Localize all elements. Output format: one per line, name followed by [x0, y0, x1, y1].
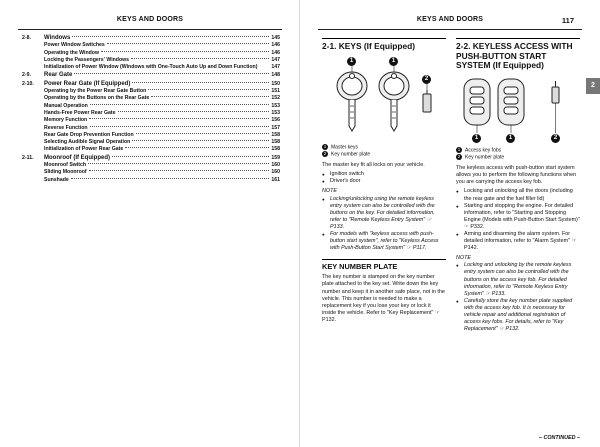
toc-entry-title: Reverse Function: [44, 124, 88, 131]
toc-section-number: 2-10.: [22, 80, 34, 87]
toc-entry-page: 157: [271, 124, 280, 131]
toc-leader: [90, 125, 270, 127]
callout-badge: 2: [422, 75, 431, 84]
section-title: 2-2. KEYLESS ACCESS WITH PUSH-BUTTON START SYSTEM (If Equipped): [456, 38, 580, 71]
note-label: NOTE: [456, 255, 471, 262]
toc-entry-title: Operating by the Buttons on the Rear Gate: [44, 95, 150, 102]
fobs-figure: [456, 75, 580, 145]
toc-leader: [101, 50, 269, 52]
toc-leader: [148, 88, 269, 90]
toc-entry[interactable]: [22, 110, 280, 117]
header-rule: [18, 29, 282, 30]
toc-leader: [132, 139, 269, 141]
toc-leader: [125, 146, 269, 148]
intro-text: The master key fit all locks on your vehicle.: [322, 162, 425, 169]
toc-leader: [112, 155, 269, 157]
toc-entry-page: 159: [271, 154, 280, 161]
toc-entry-title: Moonroof Switch: [44, 162, 87, 169]
toc-leader: [74, 72, 269, 74]
callout-badge: 2: [551, 134, 560, 143]
toc-entry[interactable]: [22, 177, 280, 184]
caption-badge: 2: [457, 153, 461, 159]
master-keys-illustration: [322, 56, 446, 142]
toc-leader: [118, 110, 270, 112]
toc-entry-title: Initialization of Power Window (Windows with One-Touch Auto Up and Down Function): [44, 64, 258, 71]
toc-section[interactable]: [22, 81, 280, 88]
toc-leader: [88, 162, 269, 164]
running-header-right: KEYS AND DOORS: [416, 16, 484, 23]
callout-badge: 1: [472, 134, 481, 143]
caption-badge: 1: [457, 146, 461, 152]
section-keyless-access: [456, 38, 580, 333]
caption-2: [322, 151, 446, 158]
callout-badge: 1: [506, 134, 515, 143]
toc-entry-page: 151: [271, 88, 280, 95]
continued-label: – CONTINUED –: [538, 435, 580, 441]
toc-entry[interactable]: [22, 139, 280, 146]
toc-entry-title: Power Window Switches: [44, 42, 105, 49]
toc-section-number: 2-11.: [22, 154, 34, 161]
intro-text: The keyless access with push-button start system allows you to perform the following functions when you are carrying the access key fob.: [456, 165, 577, 186]
toc-entry-title: Operating by the Power Rear Gate Button: [44, 88, 147, 95]
toc-leader: [89, 117, 269, 119]
toc-entry-page: 156: [271, 117, 280, 124]
toc-entry-page: 158: [271, 139, 280, 146]
toc-leader: [151, 95, 269, 97]
toc-entry-title: Locking the Passengers' Windows: [44, 56, 130, 63]
toc-entry[interactable]: [22, 162, 280, 169]
toc-section[interactable]: [22, 72, 280, 79]
toc-section-number: 2-8.: [22, 35, 31, 41]
toc-entry-page: 158: [271, 146, 280, 153]
page-number: 117: [561, 16, 574, 25]
caption-badge: 2: [323, 150, 327, 156]
toc-entry[interactable]: [22, 132, 280, 139]
toc-entry-title: Sunshade: [44, 176, 69, 183]
note-item: ● Carefully store the key number plate supplied with the access key fob. It is necessary for vehicle repair and additional registration of access key fobs. For details, refer to "Key Replacement" ☞ P132.: [456, 298, 580, 333]
toc-entry-title: Hands-Free Power Rear Gate: [44, 109, 116, 116]
note-label: NOTE: [322, 188, 337, 195]
bullet-item: ● Ignition switch: [322, 171, 446, 178]
toc-entry-page: 153: [271, 109, 280, 116]
toc-entry-title: Initialization of Power Rear Gate: [44, 146, 124, 153]
note-item: ● Locking/unlocking using the remote keyless entry system can also be controlled with the buttons on the key. For detailed information, refer to "Remote Keyless Entry System" ☞ P133.: [322, 196, 446, 231]
toc-entry[interactable]: [22, 57, 280, 64]
header-rule: [318, 29, 582, 30]
toc-entry-title: Memory Function: [44, 117, 88, 124]
toc-leader: [132, 81, 269, 83]
toc-entry-title: Sliding Moonroof: [44, 169, 87, 176]
toc-section[interactable]: [22, 35, 280, 42]
section-keys: [322, 38, 446, 326]
note-item: ● Locking and unlocking by the remote keyless entry system can also be controlled with the buttons on the access key fob. For detailed information, refer to "Remote Keyless Entry System" ☞ P133.: [456, 262, 580, 297]
toc-entry-page: 153: [271, 102, 280, 109]
running-header-left: KEYS AND DOORS: [116, 16, 184, 23]
toc-entry-title: Power Rear Gate (If Equipped): [44, 80, 131, 87]
toc-entry-page: 146: [271, 42, 280, 49]
bullet-item: ● Locking and unlocking all the doors (including the rear gate and the fuel filler lid): [456, 188, 580, 202]
table-of-contents: [22, 34, 280, 184]
toc-entry-title: Windows: [44, 35, 71, 41]
right-page: [300, 0, 600, 447]
toc-entry-page: 161: [271, 176, 280, 183]
toc-entry[interactable]: [22, 88, 280, 95]
bullet-item: ● Arming and disarming the alarm system. For detailed information, refer to "Alarm System" ☞ P142.: [456, 231, 580, 252]
toc-entry-page: 145: [271, 35, 280, 41]
toc-leader: [136, 132, 270, 134]
toc-entry[interactable]: [22, 95, 280, 102]
toc-entry-title: Selecting Audible Signal Operation: [44, 139, 131, 146]
bullet-item: ● Driver's door: [322, 178, 446, 185]
toc-entry[interactable]: [22, 169, 280, 176]
toc-entry-page: 152: [271, 95, 280, 102]
toc-leader: [89, 169, 270, 171]
toc-entry-page: 147: [271, 56, 280, 63]
toc-entry-page: 158: [271, 131, 280, 138]
bullet-item: ● Starting and stopping the engine. For detailed information, refer to "Starting and Stopping Engine (Models with Push-Button Start System)" ☞ P332.: [456, 203, 580, 231]
toc-section-number: 2-9.: [22, 72, 31, 79]
note-item: ● For models with "keyless access with push-button start system", refer to "Keyless Access with Push-Button Start System" ☞ P117.: [322, 231, 446, 252]
toc-entry[interactable]: [22, 64, 280, 71]
caption-1: [322, 144, 446, 151]
callout-badge: 1: [389, 57, 398, 66]
caption-2: [456, 154, 580, 161]
key-number-plate-text: The key number is stamped on the key number plate attached to the key set. Write down the key number and keep it in another safe place, not in the vehicle. This number is needed to make a replacement key if you lose your key or lock it inside the vehicle. Refer to "Key Replacement" ☞ P132.: [322, 274, 445, 323]
toc-entry-page: 148: [271, 72, 280, 79]
toc-leader: [90, 103, 270, 105]
toc-leader: [71, 177, 270, 179]
toc-entry[interactable]: [22, 50, 280, 57]
subsection-title: KEY NUMBER PLATE: [322, 259, 446, 270]
toc-entry-title: Manual Operation: [44, 102, 88, 109]
toc-entry[interactable]: [22, 146, 280, 153]
callout-badge: 1: [347, 57, 356, 66]
toc-leader: [131, 57, 269, 59]
caption-text: Key number plate: [465, 154, 505, 161]
toc-entry-page: 150: [271, 80, 280, 87]
caption-text: Access key fobs: [465, 146, 502, 153]
caption-1: [456, 147, 580, 154]
section-title: 2-1. KEYS (If Equipped): [322, 38, 446, 52]
toc-entry-page: 160: [271, 162, 280, 169]
toc-section[interactable]: [22, 155, 280, 162]
toc-entry-page: 160: [271, 169, 280, 176]
toc-entry[interactable]: [22, 117, 280, 124]
toc-entry-title: Rear Gate Drop Prevention Function: [44, 131, 134, 138]
caption-text: Key number plate: [331, 151, 371, 158]
caption-badge: 1: [323, 143, 327, 149]
toc-entry-page: 147: [271, 64, 280, 71]
toc-entry-title: Moonroof (If Equipped): [44, 154, 110, 161]
toc-entry[interactable]: [22, 42, 280, 49]
caption-text: Master keys: [331, 143, 358, 150]
toc-leader: [107, 42, 270, 44]
toc-entry-title: Rear Gate: [44, 72, 73, 79]
toc-entry-title: Operating the Window: [44, 49, 99, 56]
toc-entry[interactable]: [22, 103, 280, 110]
keys-figure: [322, 56, 446, 142]
toc-entry-page: 146: [271, 49, 280, 56]
toc-entry[interactable]: [22, 125, 280, 132]
chapter-tab[interactable]: 2: [586, 78, 600, 94]
toc-leader: [72, 35, 269, 37]
